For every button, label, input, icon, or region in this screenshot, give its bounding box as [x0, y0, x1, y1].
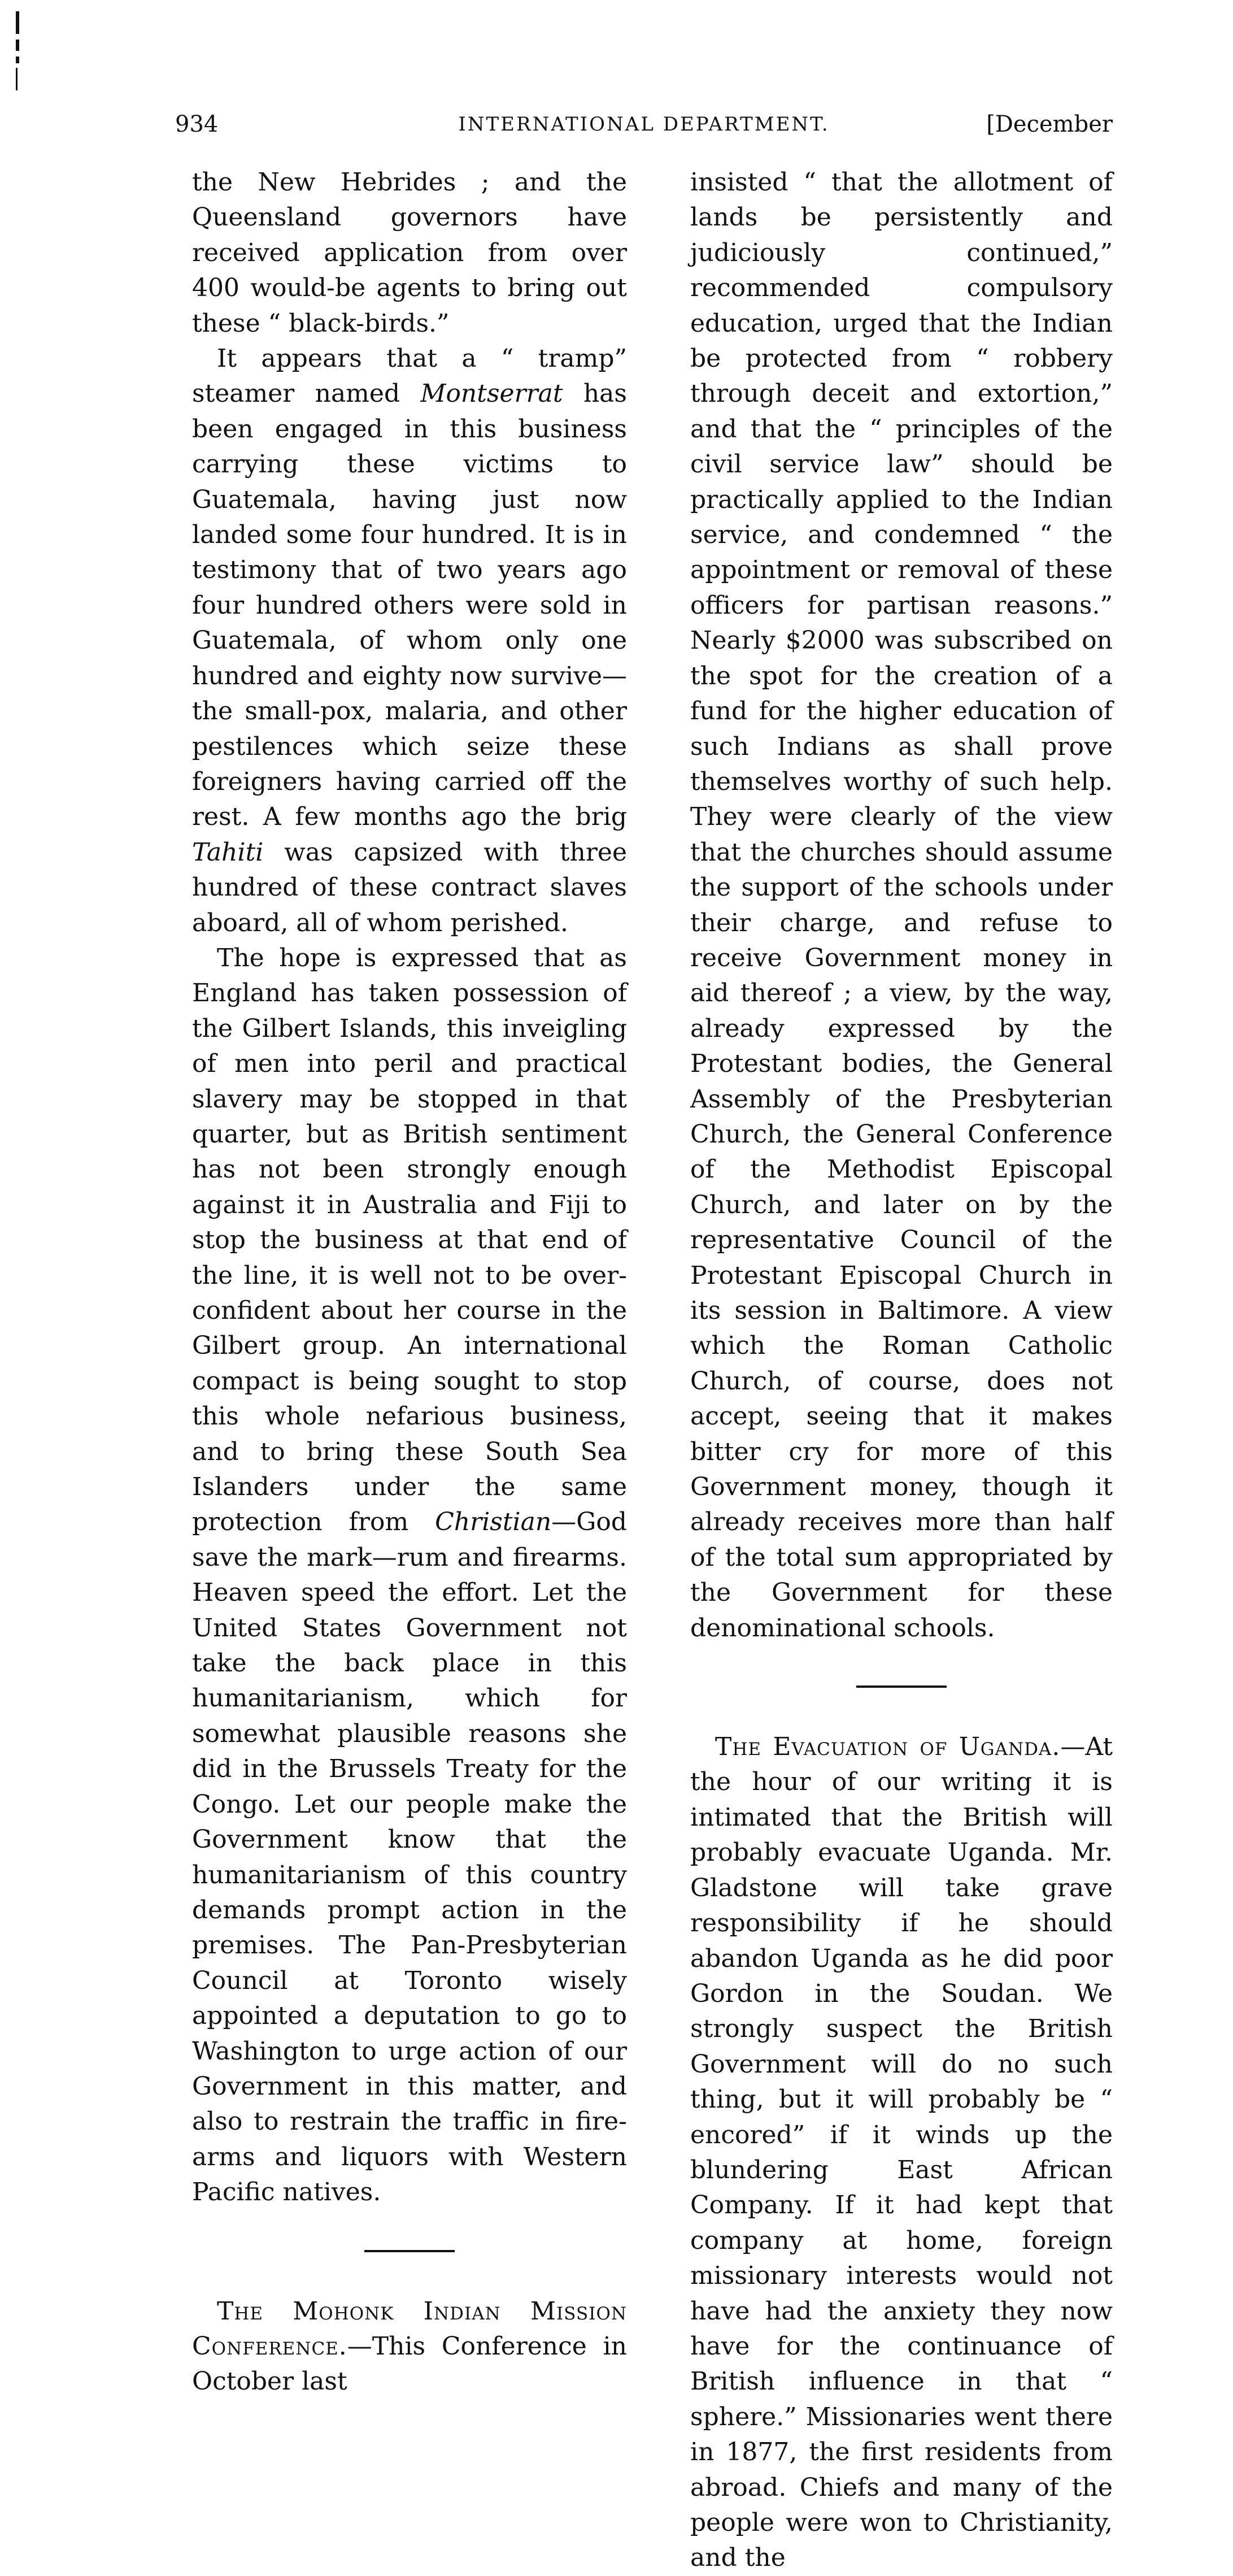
paragraph-uganda: The Evacuation of Uganda.—At the hour of our writing it is intimated that the British will probably evacuate Uganda. Mr. Gladstone will take grave responsibility if he should abandon Uganda as he did poor Gordon in the Soudan. We strongly suspect the British Government will do no such thing, but it will probably be “ encored” if it winds up the blundering East African Company. If it had kept that company at home, foreign missionary interests would not have had the anxiety they now have for the continuance of British influence in that “ sphere.” Missionaries went there in 1877, the first residents from abroad. Chiefs and many of the people were won to Christianity, and the	[690, 1732, 1113, 2573]
section-divider	[856, 1686, 947, 1688]
paragraph-gilbert-islands: The hope is expressed that as England has taken possession of the Gilbert Islands, this inveigling of men into peril and practical slavery may be stopped in that quarter, but as British sentiment has not been strongly enough against it in Australia and Fiji to stop the business at that end of the line, it is well not to be over-confident about her course in the Gilbert group. An international compact is being sought to stop this whole nefarious business, and to bring these South Sea Islanders under the same protection from Christian—God save the mark—rum and firearms. Heaven speed the effort. Let the United States Government not take the back place in this humanitarianism, which for somewhat plausible reasons she did in the Brussels Treaty for the Congo. Let our people make the Government know that the humanitarianism of this country demands prompt action in the premises. The Pan-Presbyterian Council at Toronto wisely appointed a deputation to go to Washington to urge action of our Government in this matter, and also to restrain the traffic in fire-arms and liquors with Western Pacific natives.	[192, 943, 627, 2207]
paragraph-mohonk-conference: The Mohonk Indian Mission Conference.—This Conference in October last	[192, 2296, 627, 2396]
section-heading-mohonk: The Mohonk Indian Mission Conference.	[192, 2296, 627, 2361]
ship-name-tahiti: Tahiti	[192, 837, 264, 867]
right-column	[690, 165, 1113, 2576]
section-divider	[364, 2250, 455, 2252]
page-edge-mark	[16, 11, 20, 96]
paragraph-tramp-steamer: It appears that a “ tramp” steamer named Montserrat has been engaged in this business carrying these victims to Guatemala, having just now landed some four hundred. It is in testimony that of two years ago four hundred others were sold in Guatemala, of whom only one hundred and eighty now survive—the small-pox, malaria, and other pestilences which seize these foreigners having carried off the rest. A few months ago the brig Tahiti was capsized with three hundred of these contract slaves aboard, all of whom perished.	[192, 344, 627, 937]
running-header	[175, 107, 1113, 141]
section-heading-uganda: The Evacuation of Uganda.	[715, 1732, 1061, 1762]
issue-month: [December	[986, 111, 1113, 137]
department-title: INTERNATIONAL DEPARTMENT.	[458, 113, 830, 136]
paragraph-conference-continued: insisted “ that the allotment of lands be persistently and judiciously continued,” recommended compulsory education, urged that the Indian be protected from “ robbery through deceit and extortion,” and that the “ principles of the civil service law” should be practically applied to the Indian service, and condemned “ the appointment or removal of these officers for partisan reasons.” Nearly $2000 was subscribed on the spot for the creation of a fund for the higher education of such Indians as shall prove themselves worthy of such help. They were clearly of the view that the churches should assume the support of the schools under their charge, and refuse to receive Government money in aid thereof ; a view, by the way, already expressed by the Protestant bodies, the General Assembly of the Presbyterian Church, the General Conference of the Methodist Episcopal Church, and later on by the representative Council of the Protestant Episcopal Church in its session in Baltimore. A view which the Roman Catholic Church, of course, does not accept, seeing that it makes bitter cry for more of this Government money, though it already receives more than half of the total sum appropriated by the Government for these denominational schools.	[690, 168, 1113, 1643]
left-column	[192, 165, 627, 2400]
paragraph-hebrides: the New Hebrides ; and the Queensland governors have received application from over 400 would-be agents to bring out these “ black-birds.”	[192, 168, 627, 338]
ship-name-montserrat: Montserrat	[420, 379, 563, 409]
page-number: 934	[175, 111, 219, 137]
